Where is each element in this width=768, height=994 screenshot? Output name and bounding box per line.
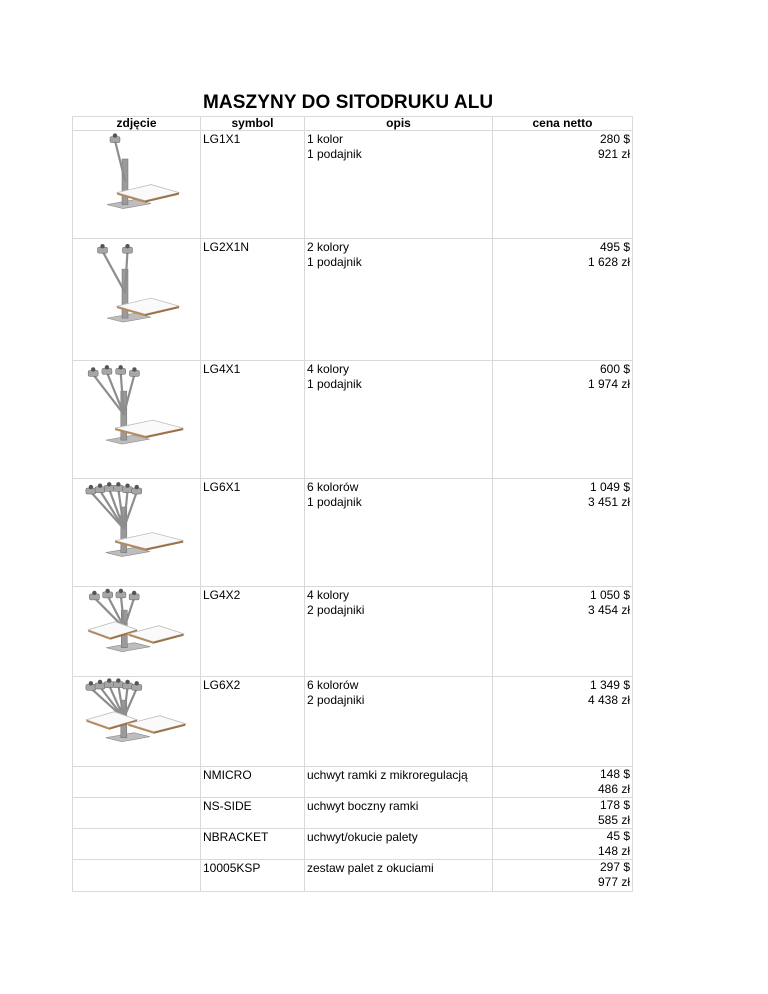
description-pallets: 1 podajnik bbox=[307, 495, 362, 509]
description-pallets: 2 podajniki bbox=[307, 603, 365, 617]
price-pln: 148 zł bbox=[597, 844, 630, 858]
price-pln: 1 974 zł bbox=[587, 377, 630, 391]
price-usd: 1 050 $ bbox=[589, 588, 630, 602]
description-colors: 2 kolory bbox=[307, 240, 350, 254]
product-photo bbox=[73, 677, 201, 767]
product-price bbox=[493, 860, 633, 892]
table-row bbox=[73, 361, 633, 479]
product-price bbox=[493, 587, 633, 677]
product-photo bbox=[73, 479, 201, 587]
header-description: opis bbox=[305, 117, 493, 131]
page-title: MASZYNY DO SITODRUKU ALU bbox=[203, 92, 494, 113]
press-machine-icon bbox=[82, 361, 192, 447]
product-symbol: LG4X2 bbox=[201, 587, 305, 677]
description-pallets: 1 podajnik bbox=[307, 147, 362, 161]
table-row bbox=[73, 767, 633, 798]
header-symbol: symbol bbox=[201, 117, 305, 131]
description-pallets: 1 podajnik bbox=[307, 255, 362, 269]
table-row bbox=[73, 587, 633, 677]
price-pln: 585 zł bbox=[597, 813, 630, 827]
table-row bbox=[73, 677, 633, 767]
price-table bbox=[72, 116, 633, 892]
price-usd: 45 $ bbox=[606, 829, 630, 843]
product-symbol: NMICRO bbox=[201, 767, 305, 798]
product-photo bbox=[73, 587, 201, 677]
product-description bbox=[305, 677, 493, 767]
price-usd: 1 049 $ bbox=[589, 480, 630, 494]
product-price bbox=[493, 131, 633, 239]
product-description bbox=[305, 587, 493, 677]
product-symbol: LG6X2 bbox=[201, 677, 305, 767]
product-description: uchwyt boczny ramki bbox=[305, 798, 493, 829]
product-description bbox=[305, 479, 493, 587]
product-symbol: LG2X1N bbox=[201, 239, 305, 361]
product-description bbox=[305, 361, 493, 479]
product-symbol: LG4X1 bbox=[201, 361, 305, 479]
table-row bbox=[73, 829, 633, 860]
product-description bbox=[305, 131, 493, 239]
product-photo bbox=[73, 767, 201, 798]
table-row bbox=[73, 131, 633, 239]
product-photo bbox=[73, 829, 201, 860]
product-description: zestaw palet z okuciami bbox=[305, 860, 493, 892]
price-usd: 178 $ bbox=[599, 798, 630, 812]
product-price bbox=[493, 798, 633, 829]
press-machine-icon bbox=[84, 587, 190, 653]
price-usd: 148 $ bbox=[599, 767, 630, 781]
press-machine-icon bbox=[87, 239, 187, 325]
product-description bbox=[305, 239, 493, 361]
description-colors: 1 kolor bbox=[307, 132, 344, 146]
header-price: cena netto bbox=[493, 117, 633, 131]
description-colors: 6 kolorów bbox=[307, 678, 359, 692]
price-usd: 600 $ bbox=[599, 362, 630, 376]
price-pln: 977 zł bbox=[597, 875, 630, 889]
table-row bbox=[73, 798, 633, 829]
product-symbol: 10005KSP bbox=[201, 860, 305, 892]
product-price bbox=[493, 239, 633, 361]
product-description: uchwyt/okucie palety bbox=[305, 829, 493, 860]
press-machine-icon bbox=[82, 677, 192, 743]
description-pallets: 2 podajniki bbox=[307, 693, 365, 707]
product-photo bbox=[73, 239, 201, 361]
product-price bbox=[493, 677, 633, 767]
header-photo: zdjęcie bbox=[73, 117, 201, 131]
product-price bbox=[493, 361, 633, 479]
price-usd: 495 $ bbox=[599, 240, 630, 254]
price-usd: 297 $ bbox=[599, 860, 630, 874]
product-symbol: LG1X1 bbox=[201, 131, 305, 239]
table-row bbox=[73, 860, 633, 892]
product-photo bbox=[73, 361, 201, 479]
product-photo bbox=[73, 798, 201, 829]
product-price bbox=[493, 767, 633, 798]
header-row bbox=[73, 117, 633, 131]
price-pln: 3 454 zł bbox=[587, 603, 630, 617]
description-colors: 4 kolory bbox=[307, 588, 350, 602]
description-colors: 4 kolory bbox=[307, 362, 350, 376]
description-colors: 6 kolorów bbox=[307, 480, 359, 494]
product-photo bbox=[73, 860, 201, 892]
product-price bbox=[493, 829, 633, 860]
table-row bbox=[73, 239, 633, 361]
product-description: uchwyt ramki z mikroregulacją bbox=[305, 767, 493, 798]
price-pln: 921 zł bbox=[597, 147, 630, 161]
product-symbol: NBRACKET bbox=[201, 829, 305, 860]
description-pallets: 1 podajnik bbox=[307, 377, 362, 391]
product-price bbox=[493, 479, 633, 587]
press-machine-icon bbox=[82, 479, 192, 559]
price-pln: 4 438 zł bbox=[587, 693, 630, 707]
price-pln: 3 451 zł bbox=[587, 495, 630, 509]
price-pln: 486 zł bbox=[597, 782, 630, 796]
table-row bbox=[73, 479, 633, 587]
press-machine-icon bbox=[87, 131, 187, 211]
price-usd: 280 $ bbox=[599, 132, 630, 146]
product-symbol: NS-SIDE bbox=[201, 798, 305, 829]
price-usd: 1 349 $ bbox=[589, 678, 630, 692]
price-pln: 1 628 zł bbox=[587, 255, 630, 269]
product-photo bbox=[73, 131, 201, 239]
product-symbol: LG6X1 bbox=[201, 479, 305, 587]
